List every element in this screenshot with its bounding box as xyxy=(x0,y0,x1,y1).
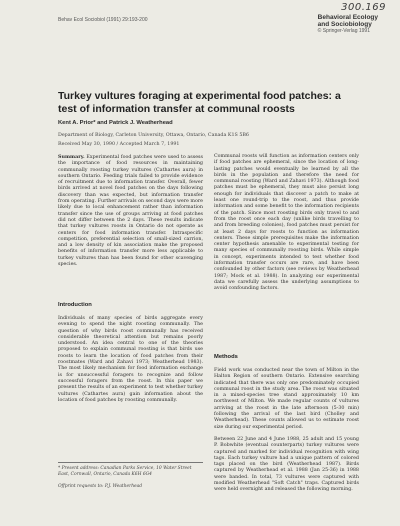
publisher-line: © Springer-Verlag 1991 xyxy=(317,27,370,34)
journal-name-line-1: Behavioral Ecology xyxy=(317,14,378,21)
summary-lead: Summary. xyxy=(58,154,85,160)
received-accepted-dates: Received May 30, 1990 / Accepted March 7, 1991 xyxy=(58,142,180,147)
footnote-present-address: * Present address: Canadian Parks Service, 10 Water Street East, Cornwall, Ontario, Canada K6H 6G4 xyxy=(58,466,192,477)
author-affiliation: Department of Biology, Carleton University, Ottawa, Ontario, Canada K1S 5B6 xyxy=(58,133,249,138)
footnote-rule xyxy=(58,462,203,463)
article-title: Turkey vultures foraging at experimental food patches: a test of information transfer at communal roosts xyxy=(58,90,341,115)
journal-masthead xyxy=(318,14,378,35)
methods-block xyxy=(214,368,359,500)
right-column-intro-continued xyxy=(214,154,359,299)
handwritten-catalog-number: 300.169 xyxy=(341,2,386,13)
article-authors: Kent A. Prior* and Patrick J. Weatherhead xyxy=(58,120,173,126)
summary-paragraph xyxy=(58,154,203,268)
citation-line: Behav Ecol Sociobiol (1991) 29:193-200 xyxy=(58,17,148,23)
introduction-heading: Introduction xyxy=(58,302,92,308)
right-column-paragraph: Communal roosts will function as information centers only if food patches are ephemeral, since the location of long-lasting patches would eventually be learned by all the birds in the population and therefore the need for communal roosting (Ward and Zahavi 1973). Although food patches must be ephemeral, they must also persist long enough for individuals that discover a patch to make at least one round-trip to the roost, and thus provide information and some benefit to the information recipients of the patch. Since most roosting birds only travel to and from the roost once each day (unlike birds travelling to and from breeding colonies), food patches must persist for at least 2 days for roosts to function as information centers. These simple prerequisites make the information center hypothesis amenable to experimental testing for many species of communally roosting birds. While simple in concept, experiments intended to test whether food information transfer occurs are rare, and have been confounded by other factors (see reviews by Weatherhead 1987; Mock et al. 1988). In analyzing our experimental data we carefully assess the underlying assumptions to avoid confounding factors. xyxy=(214,154,359,292)
methods-paragraph-2: Between 22 June and 4 June 1988, 25 adult and 15 young P. Bobwhite (eventual counterparts) turkey vultures were captured and marked for individual recognition with wing tags. Each turkey vulture had a unique pattern of colored tags placed on the bird (Weatherhead 1987). Birds captured by Weatherhead et al. 1988 (Jan 25-36) in 1988 were banded. In total, 73 vultures were captured with modified Weatherhead "Soft Catch" traps. Captured birds were held overnight and released the following morning. xyxy=(214,436,359,493)
methods-paragraph-1: Field work was conducted near the town of Milton in the Halton Region of southern Ontario. Extensive searching indicated that there was only one predominately occupied communal roost in the study area. The roost was situated in a mixed-species tree stand approximately 10 km northwest of Milton. We made regular counts of vultures arriving at the roost in the late afternoon (5-30 min) following the arrival of the last bird (Cholley and Weatherhead). These counts allowed us to estimate roost size during our experimental period. xyxy=(214,368,359,430)
footnote-offprint-requests: Offprint requests to: P.J. Weatherhead xyxy=(58,484,143,489)
summary-text: Experimental food patches were used to assess the importance of food resources in maintaining communally roosting turkey vultures (Cathartes aura) in southern Ontario. Feeding trials failed to provide evidence of recruitment due to information transfer. Overall, fewer birds arrived at novel food patches on the days following discovery than was expected, but information transfer from operating. Further arrivals on second days were more likely due to local enhancement rather than information transfer since the use of groups arriving at food patches did not differ between the 2 days. These results indicate that turkey vultures roosts in Ontario do not operate as centers for food information transfer. Intraspecific competition, preferential selection of small-sized carrion, and a low density of kin association make the proposed benefits of information transfer more less applicable to turkey vultures than has been found for other scavenging species. xyxy=(58,155,203,268)
methods-heading: Methods xyxy=(214,354,238,360)
journal-name-line-2: and Sociobiology xyxy=(317,21,372,29)
introduction-paragraph: Individuals of many species of birds aggregate every evening to spend the night roosting communally. The question of why birds roost communally has received considerable theoretical attention but remains poorly understood. An idea central to one of the theories proposed to explain communal roosting is that birds use roosts to learn the location of food patches from their roostmates (Ward and Zahavi 1973; Weatherhead 1983). The most likely mechanism for food information exchange is for unsuccessful foragers to recognize and follow successful foragers from the roost. In this paper we present the results of an experiment to test whether turkey vultures (Cathartes aura) gain information about the location of food patches by roosting communally. xyxy=(58,316,203,403)
introduction-block xyxy=(58,316,203,410)
summary-block xyxy=(58,154,203,274)
